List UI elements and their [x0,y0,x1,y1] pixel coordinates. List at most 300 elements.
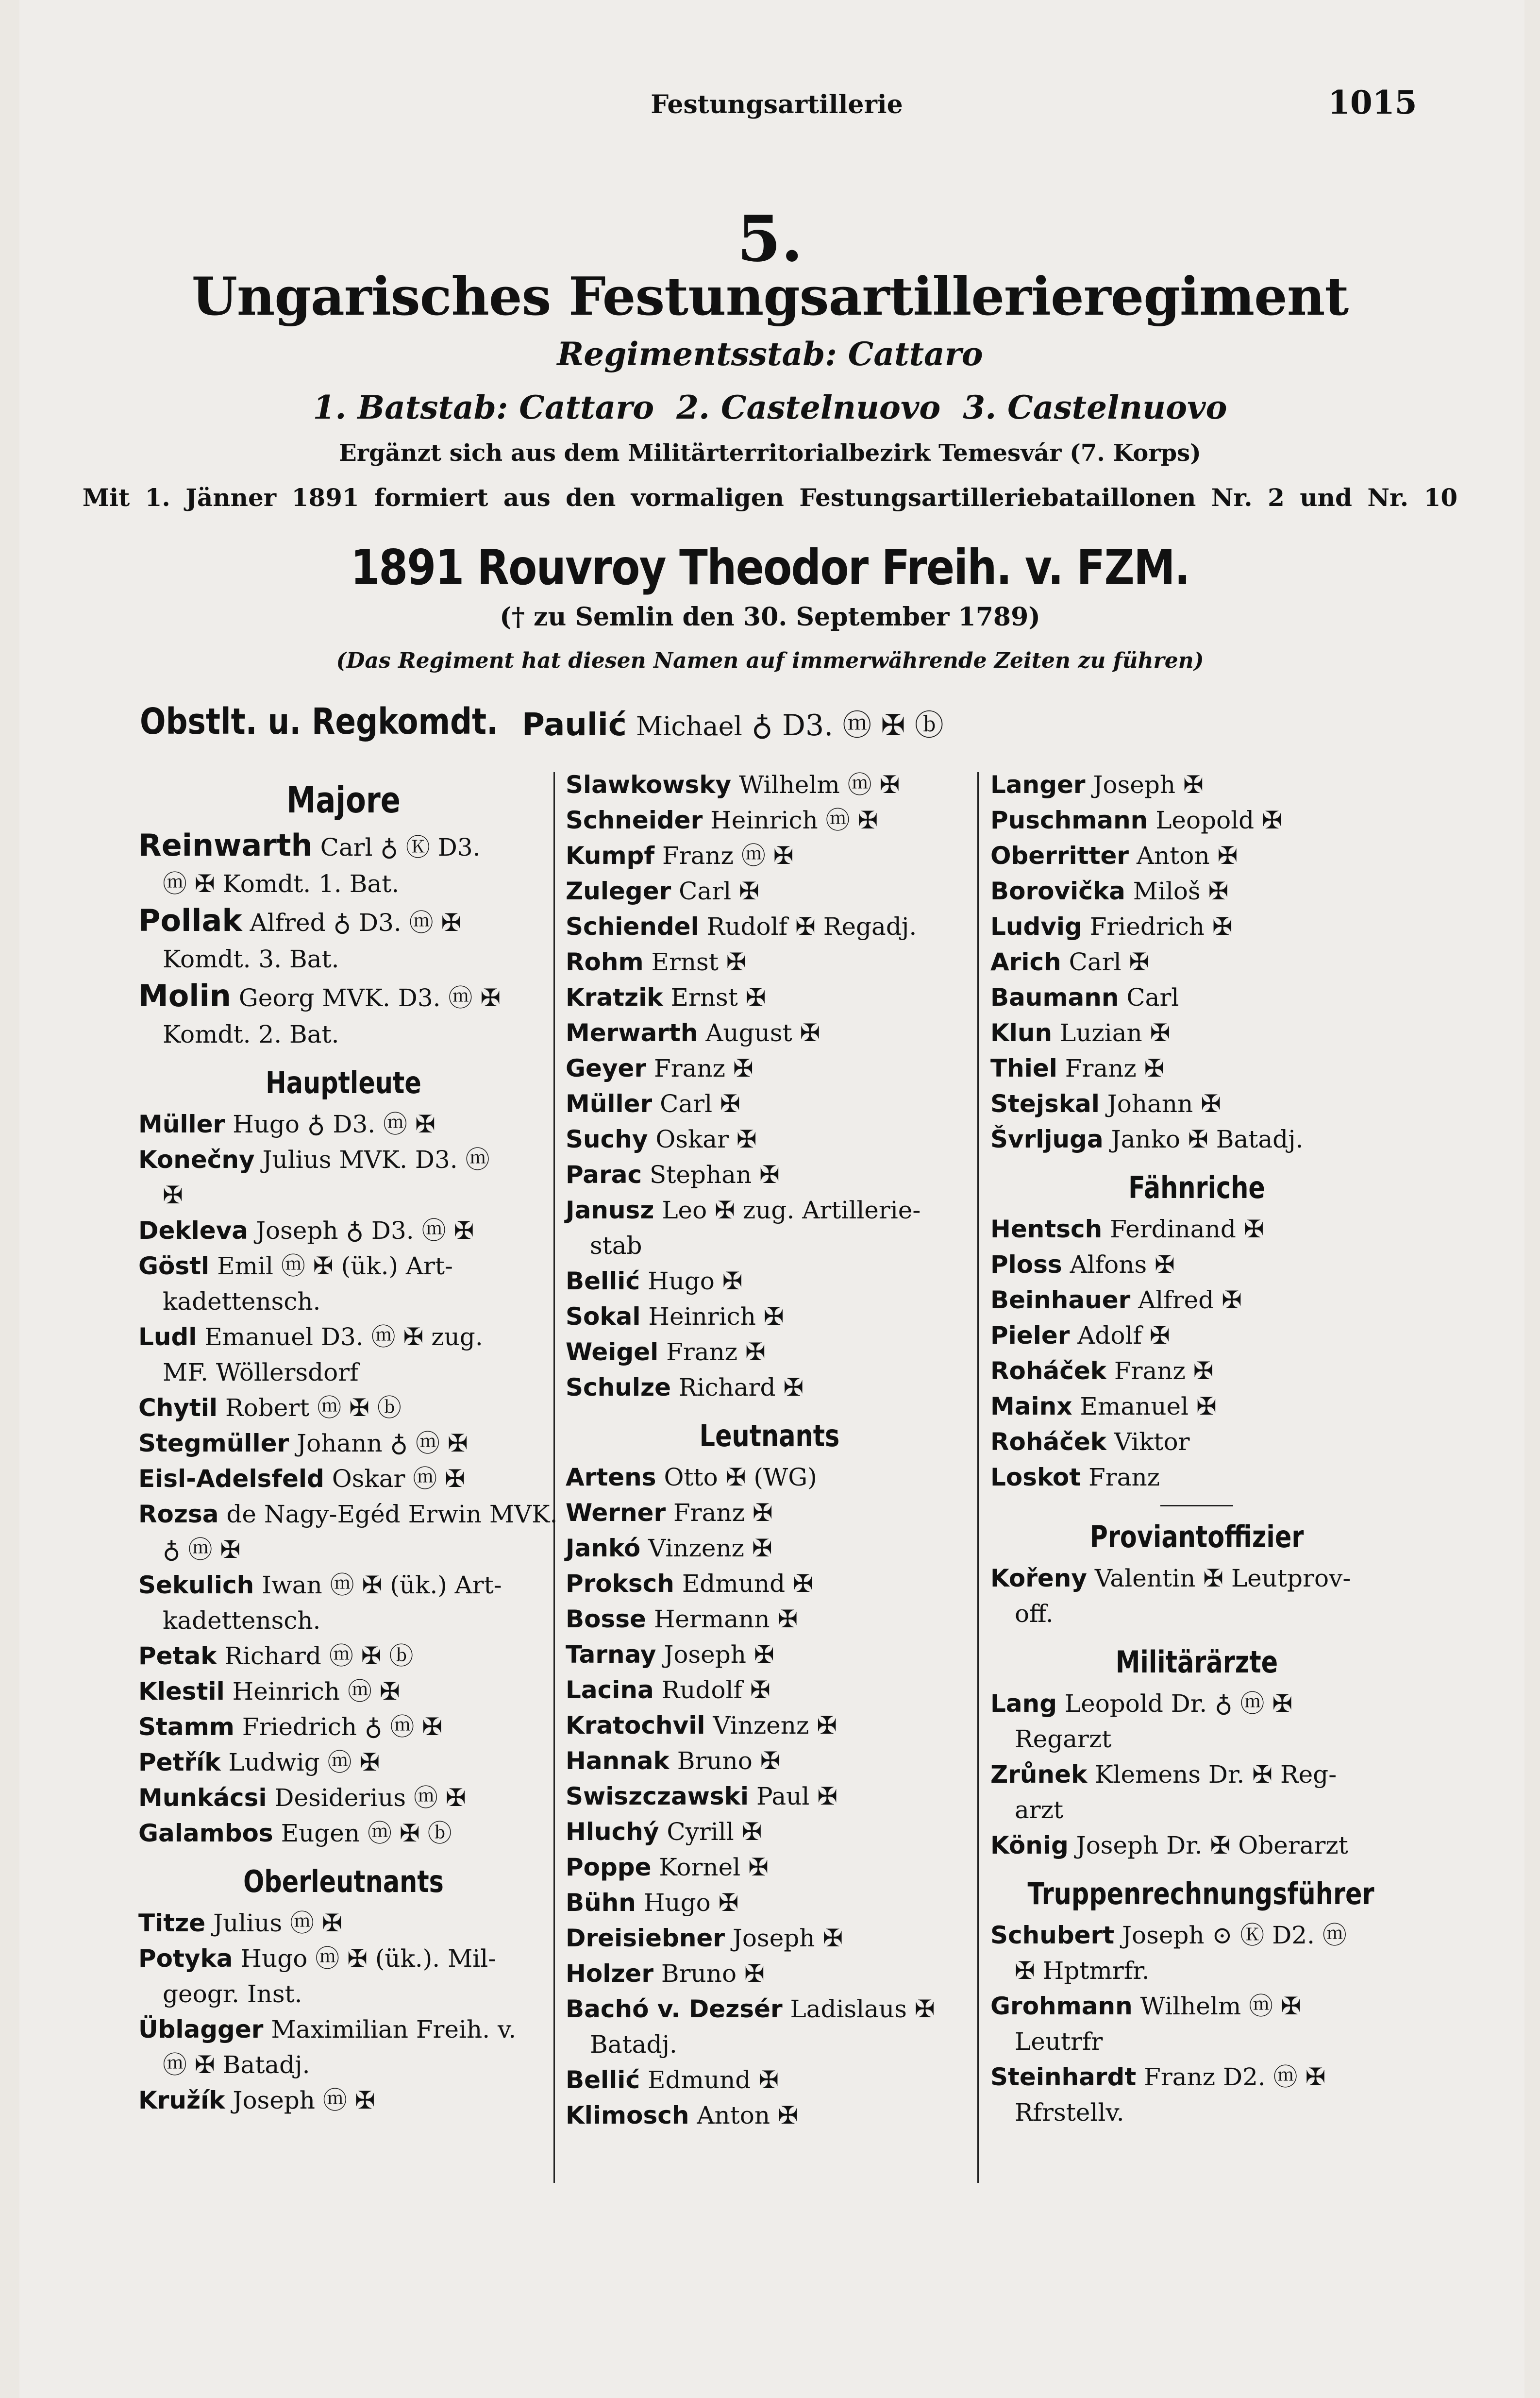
list-oberleutnants-1 [138,1906,549,2118]
entry-details: Franz ✠ [666,1338,766,1366]
list-item [990,1283,1403,1318]
entry-details: Ferdinand ✠ [1110,1215,1264,1243]
section-heading-truppenrechnungsfuhrer: Truppenrechnungsführer [1027,1876,1374,1911]
entry-surname: Müller [566,1090,653,1118]
entry-surname: Pieler [990,1321,1070,1350]
entry-details: Heinrich ⓜ ✠ [232,1677,400,1706]
list-item [138,827,549,866]
entry-continuation: Leutrfr [1015,2027,1103,2056]
entry-details: Wilhelm ⓜ ✠ [739,771,900,799]
entry-details: Heinrich ✠ [648,1302,784,1331]
entry-details: Oskar ✠ [655,1125,757,1153]
entry-surname: Kumpf [566,842,655,870]
entry-continuation: ♁ ⓜ ✠ [163,1536,241,1564]
entry-surname: Hluchý [566,1818,659,1846]
entry-continuation: Komdt. 3. Bat. [163,945,339,973]
entry-details: Julius MVK. D3. ⓜ [262,1146,490,1174]
list-item [990,1015,1403,1051]
entry-details: Viktor [1114,1428,1190,1456]
entry-details: Carl ♁ Ⓚ D3. [320,833,481,861]
entry-surname: Dreisiebner [566,1924,725,1952]
entry-continuation: ✠ [163,1181,183,1209]
entry-continuation: ⓜ ✠ Batadj. [163,2051,310,2079]
list-militaraerzte [990,1686,1403,1863]
commander-decorations: ♁ D3. ⓜ ✠ ⓑ [751,709,944,743]
entry-details: Joseph ♁ D3. ⓜ ✠ [255,1216,474,1245]
entry-surname: Bosse [566,1605,646,1633]
entry-details: Hermann ✠ [653,1605,798,1633]
entry-details: Desiderius ⓜ ✠ [274,1784,466,1812]
list-item [990,945,1403,980]
section-heading-hauptleute: Hauptleute [266,1065,421,1100]
list-item [138,902,549,942]
list-item [990,1561,1403,1596]
erganzung: Ergänzt sich aus dem Militärterritorialbezirk Temesvár (7. Korps) [339,439,1201,467]
entry-surname: Pollak [138,903,242,938]
entry-surname: Munkácsi [138,1784,267,1812]
entry-details: Emanuel D3. ⓜ ✠ zug. [204,1323,483,1351]
running-title: Festungsartillerie [651,90,903,119]
formation-note: Mit 1. Jänner 1891 formiert aus den vormaligen Festungsartilleriebataillonen Nr. 2 und Nr. 10 [82,483,1458,512]
list-item [566,767,973,803]
list-item [566,1956,973,1992]
entry-continuation: ⓜ ✠ Komdt. 1. Bat. [163,870,400,898]
entry-surname: Schulze [566,1373,671,1402]
column-rule-left [553,772,555,2183]
entry-surname: Werner [566,1499,666,1527]
list-item [566,1460,973,1495]
entry-surname: König [990,1831,1069,1859]
entry-details: Wilhelm ⓜ ✠ [1140,1992,1301,2020]
entry-details: Ernst ✠ [651,948,747,976]
entry-details: Julius ⓜ ✠ [213,1909,342,1937]
list-item [566,1051,973,1086]
list-item [990,767,1403,803]
entry-details: Joseph ⓜ ✠ [233,2086,375,2114]
column-2 [566,767,973,2133]
entry-details: Joseph ✠ [1093,771,1204,799]
list-item [990,980,1403,1015]
entry-details: Edmund ✠ [647,2066,779,2094]
entry-surname: Mainx [990,1392,1072,1420]
list-item [566,874,973,909]
entry-continuation: MF. Wöllersdorf [163,1358,359,1386]
entry-details: Friedrich ♁ ⓜ ✠ [242,1713,443,1741]
entry-details: Miloš ✠ [1133,877,1229,905]
commander-label: Obstlt. u. Regkomdt. [140,701,499,743]
entry-details: Franz ✠ [1114,1357,1214,1385]
section-heading-proviantoffizier: Proviantoffizier [1089,1519,1304,1554]
entry-surname: Ploss [990,1250,1062,1279]
column-rule-right [977,772,979,2183]
list-item [990,1353,1403,1389]
entry-surname: Sekulich [138,1571,254,1599]
entry-details: Rudolf ✠ Regadj. [706,912,917,941]
entry-surname: Titze [138,1909,206,1937]
list-item [990,1686,1403,1722]
list-item [566,1122,973,1157]
entry-details: Otto ✠ (WG) [664,1463,817,1491]
entry-surname: Reinwarth [138,827,313,863]
entry-details: Iwan ⓜ ✠ (ük.) Art- [262,1571,502,1599]
entry-surname: Stamm [138,1713,234,1741]
entry-continuation: off. [1015,1600,1054,1628]
entry-continuation: Regarzt [1015,1725,1112,1753]
list-item [566,1495,973,1531]
section-heading-fahnriche: Fähnriche [1128,1170,1265,1205]
entry-details: Stephan ✠ [650,1161,780,1189]
list-item [566,1086,973,1122]
entry-details: Luzian ✠ [1059,1019,1171,1047]
section-heading-majore: Majore [286,779,401,821]
entry-surname: Stegmüller [138,1429,289,1457]
section-divider [1160,1505,1233,1506]
entry-surname: Langer [990,771,1086,799]
entry-details: Carl [1126,983,1179,1012]
list-item [566,1566,973,1602]
entry-details: Ludwig ⓜ ✠ [228,1748,380,1776]
entry-surname: Suchy [566,1125,648,1153]
entry-details: Leo ✠ zug. Artillerie- [662,1196,921,1224]
entry-details: Anton ✠ [1136,842,1238,870]
list-item [138,2083,549,2118]
entry-details: Leopold Dr. ♁ ⓜ ✠ [1064,1689,1293,1718]
list-item [990,2060,1403,2095]
list-item [138,1816,549,1851]
list-item [990,838,1403,874]
list-item [990,1424,1403,1460]
list-fahnriche [990,1212,1403,1495]
entry-details: Joseph ✠ [732,1924,843,1952]
entry-surname: Holzer [566,1959,654,1988]
entry-surname: Chytil [138,1394,218,1422]
entry-surname: Rohm [566,948,644,976]
list-item [566,1885,973,1921]
entry-surname: Roháček [990,1428,1106,1456]
list-item [138,1638,549,1674]
entry-details: Richard ⓜ ✠ ⓑ [224,1642,414,1670]
entry-details: Vinzenz ✠ [713,1711,837,1739]
commander-given: Michael [636,711,742,742]
list-item [138,977,549,1017]
entry-details: Hugo ✠ [643,1889,739,1917]
list-item [138,1674,549,1709]
entry-surname: Ludvig [990,912,1082,941]
list-item [990,874,1403,909]
entry-continuation: ✠ Hptmrfr. [1015,1957,1150,1985]
list-item [566,1814,973,1850]
entry-surname: Roháček [990,1357,1106,1385]
list-item [138,1461,549,1497]
regimentsstab: Regimentsstab: Cattaro [557,335,983,373]
entry-details: Franz ✠ [1065,1054,1165,1082]
entry-surname: Lang [990,1689,1057,1718]
list-item [566,1602,973,1637]
entry-surname: Grohmann [990,1992,1133,2020]
list-item [990,1460,1403,1495]
entry-surname: Petak [138,1642,217,1670]
entry-details: Richard ✠ [678,1373,804,1402]
entry-surname: Galambos [138,1819,273,1847]
entry-surname: Eisl-Adelsfeld [138,1465,324,1493]
entry-details: Cyrill ✠ [667,1818,762,1846]
entry-surname: Kružík [138,2086,225,2114]
entry-details: Hugo ✠ [647,1267,743,1295]
entry-surname: Puschmann [990,806,1148,834]
list-item [138,2012,549,2047]
entry-details: Franz ⓜ ✠ [662,842,794,870]
entry-surname: Borovička [990,877,1125,905]
list-item [138,1568,549,1603]
entry-surname: Hannak [566,1747,670,1775]
entry-surname: Weigel [566,1338,659,1366]
entry-surname: Müller [138,1110,225,1138]
list-item [138,1213,549,1249]
list-majore [138,827,549,1052]
entry-surname: Kratochvil [566,1711,705,1739]
entry-surname: Klestil [138,1677,225,1706]
entry-continuation: Komdt. 2. Bat. [163,1020,339,1048]
entry-details: Franz ✠ [654,1054,753,1082]
entry-surname: Oberritter [990,842,1129,870]
entry-continuation: Batadj. [590,2030,677,2059]
list-item [990,1051,1403,1086]
entry-surname: Konečny [138,1146,255,1174]
list-item [138,1780,549,1816]
entry-surname: Klun [990,1019,1053,1047]
entry-surname: Loskot [990,1463,1081,1491]
list-item [990,1389,1403,1424]
commander-entry [522,702,944,744]
list-item [566,1264,973,1299]
section-heading-militaraerzte: Militärärzte [1115,1644,1278,1680]
entry-details: Bruno ✠ [661,1959,765,1988]
entry-details: Rudolf ✠ [661,1676,770,1704]
entry-details: Ernst ✠ [670,983,766,1012]
list-item [566,945,973,980]
entry-details: Joseph Dr. ✠ Oberarzt [1076,1831,1348,1859]
entry-surname: Proksch [566,1570,674,1598]
entry-surname: Arich [990,948,1061,976]
entry-surname: Ludl [138,1323,197,1351]
list-item [566,1015,973,1051]
entry-details: Alfred ✠ [1138,1286,1242,1314]
list-item [566,2098,973,2133]
list-item [566,1157,973,1193]
list-item [138,1249,549,1284]
entry-details: Carl ✠ [679,877,759,905]
entry-surname: Bellić [566,2066,640,2094]
entry-details: August ✠ [705,1019,820,1047]
entry-details: Bruno ✠ [677,1747,781,1775]
list-item [138,1497,558,1532]
list-item [566,1637,973,1672]
entry-surname: Thiel [990,1054,1057,1082]
entry-surname: Sokal [566,1302,641,1331]
list-item [138,1390,549,1426]
entry-details: Joseph ⊙ Ⓚ D2. ⓜ [1122,1921,1347,1949]
inhaber: 1891 Rouvroy Theodor Freih. v. FZM. [351,539,1189,596]
entry-continuation: geogr. Inst. [163,1980,302,2008]
list-item [566,803,973,838]
entry-details: Edmund ✠ [682,1570,813,1598]
entry-surname: Parac [566,1161,642,1189]
entry-surname: Artens [566,1463,656,1491]
entry-continuation: arzt [1015,1796,1064,1824]
list-item [138,1745,549,1780]
entry-details: Heinrich ⓜ ✠ [710,806,878,834]
list-item [566,980,973,1015]
entry-surname: Kořeny [990,1564,1087,1592]
entry-surname: Janusz [566,1196,654,1224]
entry-surname: Kratzik [566,983,663,1012]
list-item [566,1672,973,1708]
list-item [138,1107,549,1142]
list-item [990,1318,1403,1353]
commander-surname: Paulić [522,707,627,743]
list-truppenrechnungsfuhrer [990,1918,1403,2130]
list-item [138,1426,549,1461]
list-item [566,1370,973,1405]
entry-continuation: kadettensch. [163,1606,321,1635]
section-heading-oberleutnants: Oberleutnants [243,1864,444,1899]
entry-continuation: stab [590,1232,642,1260]
entry-surname: Dekleva [138,1216,249,1245]
list-item [990,1212,1403,1247]
entry-surname: Steinhardt [990,2063,1137,2091]
entry-surname: Molin [138,978,231,1013]
list-item [990,909,1403,945]
list-item [566,1779,973,1814]
list-item [990,1757,1403,1792]
entry-surname: Bachó v. Dezsér [566,1995,783,2023]
entry-details: de Nagy-Egéd Erwin MVK. [226,1500,558,1528]
entry-details: Eugen ⓜ ✠ ⓑ [281,1819,452,1847]
list-item [138,1709,549,1745]
list-oberleutnants-2 [566,767,973,1405]
list-hauptleute [138,1107,558,1851]
entry-surname: Zrůnek [990,1760,1088,1789]
list-item [566,1850,973,1885]
list-item [138,1319,549,1355]
entry-surname: Schubert [990,1921,1115,1949]
entry-surname: Geyer [566,1054,647,1082]
entry-details: Carl ✠ [660,1090,740,1118]
entry-surname: Stejskal [990,1090,1100,1118]
entry-surname: Poppe [566,1853,652,1881]
entry-details: Valentin ✠ Leutprov- [1094,1564,1351,1592]
entry-surname: Bühn [566,1889,636,1917]
entry-details: Adolf ✠ [1077,1321,1170,1350]
entry-details: Robert ⓜ ✠ ⓑ [225,1394,402,1422]
entry-details: Maximilian Freih. v. [271,2015,517,2043]
entry-surname: Tarnay [566,1640,656,1669]
list-item [990,1122,1403,1157]
entry-continuation: Rfrstellv. [1015,2098,1124,2127]
entry-surname: Göstl [138,1252,210,1280]
entry-details: Emanuel ✠ [1080,1392,1217,1420]
entry-surname: Merwarth [566,1019,698,1047]
list-item [566,1992,973,2027]
list-leutnants [566,1460,973,2133]
regiment-name: Ungarisches Festungsartillerieregiment [191,266,1349,327]
perpetual-note: (Das Regiment hat diesen Namen auf immerwährende Zeiten zu führen) [336,648,1204,673]
entry-surname: Baumann [990,983,1119,1012]
entry-details: Johann ♁ ⓜ ✠ [297,1429,468,1457]
entry-details: Paul ✠ [756,1782,838,1810]
entry-details: Johann ✠ [1107,1090,1222,1118]
list-item [566,1708,973,1743]
entry-details: Carl ✠ [1069,948,1150,976]
entry-continuation: kadettensch. [163,1287,321,1316]
entry-surname: Beinhauer [990,1286,1131,1314]
list-item [138,1906,549,1941]
list-item [566,1334,973,1370]
list-item [566,1531,973,1566]
entry-surname: Slawkowsky [566,771,732,799]
entry-surname: Klimosch [566,2101,689,2129]
section-heading-leutnants: Leutnants [699,1418,840,1453]
list-item [566,1921,973,1956]
entry-details: Franz D2. ⓜ ✠ [1144,2063,1326,2091]
column-1 [138,767,558,2118]
list-proviantoffizier [990,1561,1403,1632]
entry-surname: Hentsch [990,1215,1103,1243]
entry-surname: Schiendel [566,912,699,941]
entry-details: Friedrich ✠ [1089,912,1233,941]
entry-surname: Lacina [566,1676,654,1704]
entry-details: Franz [1088,1463,1160,1491]
entry-details: Kornel ✠ [659,1853,769,1881]
entry-details: Klemens Dr. ✠ Reg- [1095,1760,1337,1789]
entry-details: Georg MVK. D3. ⓜ ✠ [238,984,501,1012]
entry-details: Vinzenz ✠ [648,1534,772,1562]
entry-details: Franz ✠ [673,1499,773,1527]
batstab: 1. Batstab: Cattaro 2. Castelnuovo 3. Castelnuovo [313,388,1227,426]
entry-surname: Potyka [138,1944,233,1973]
entry-surname: Schneider [566,806,703,834]
entry-surname: Bellić [566,1267,640,1295]
column-3 [990,767,1403,2130]
entry-details: Hugo ⓜ ✠ (ük.). Mil- [240,1944,497,1973]
list-item [990,1086,1403,1122]
entry-surname: Zuleger [566,877,671,905]
list-item [566,1193,973,1228]
page-number: 1015 [1328,84,1417,121]
list-item [990,1828,1403,1863]
entry-surname: Üblagger [138,2015,264,2043]
entry-details: Alfred ♁ D3. ⓜ ✠ [250,909,462,937]
list-item [990,803,1403,838]
entry-details: Emil ⓜ ✠ (ük.) Art- [217,1252,453,1280]
entry-surname: Swiszczawski [566,1782,749,1810]
list-item [566,2062,973,2098]
list-item [138,1941,549,1976]
list-item [990,1989,1403,2024]
entry-surname: Petřík [138,1748,221,1776]
entry-surname: Rozsa [138,1500,219,1528]
list-item [990,1918,1403,1953]
entry-details: Janko ✠ Batadj. [1111,1125,1304,1153]
entry-surname: Švrljuga [990,1125,1104,1153]
list-leutnants-3 [990,767,1403,1157]
entry-details: Hugo ♁ D3. ⓜ ✠ [233,1110,435,1138]
entry-details: Joseph ✠ [664,1640,774,1669]
entry-details: Anton ✠ [697,2101,798,2129]
regiment-number: 5. [737,202,803,276]
entry-details: Ladislaus ✠ [790,1995,935,2023]
list-item [990,1247,1403,1283]
